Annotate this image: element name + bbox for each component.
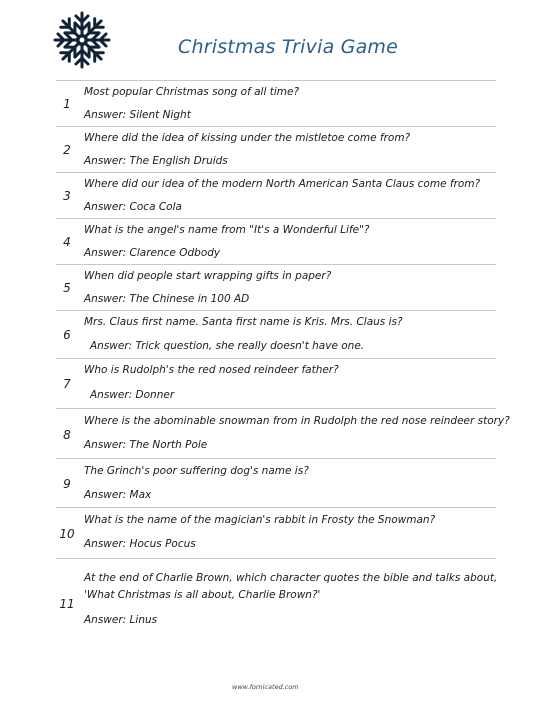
question-number: 4 [63, 235, 71, 249]
question-number: 5 [63, 281, 71, 295]
divider [56, 126, 496, 127]
question-text: Most popular Christmas song of all time? [84, 86, 300, 98]
answer-text: Answer: Hocus Pocus [84, 538, 196, 550]
answer-text: Answer: Trick question, she really doesn't have one. [90, 340, 365, 352]
answer-text: Answer: The English Druids [84, 155, 228, 167]
answer-text: Answer: Clarence Odbody [84, 247, 221, 259]
question-number: 8 [63, 428, 71, 442]
divider [56, 408, 496, 409]
question-text: Where did the idea of kissing under the mistletoe come from? [84, 132, 411, 144]
answer-text: Answer: Linus [84, 614, 158, 626]
divider [56, 218, 496, 219]
question-number: 3 [63, 189, 71, 203]
answer-text: Answer: Coca Cola [84, 201, 182, 213]
question-text: Where did our idea of the modern North American Santa Claus come from? [84, 178, 481, 190]
question-text: Who is Rudolph's the red nosed reindeer father? [84, 364, 339, 376]
footer-url[interactable]: www.fornicated.com [232, 683, 299, 691]
question-number: 1 [63, 97, 71, 111]
question-number: 9 [63, 477, 71, 491]
question-text: Mrs. Claus first name. Santa first name is Kris. Mrs. Claus is? [84, 316, 403, 328]
question-text: The Grinch's poor suffering dog's name is? [84, 465, 309, 477]
question-text: Where is the abominable snowman from in Rudolph the red nose reindeer story? [84, 415, 510, 427]
snowflake-icon [50, 8, 114, 72]
answer-text: Answer: Silent Night [84, 109, 191, 121]
question-number: 7 [63, 377, 71, 391]
question-text: What is the name of the magician's rabbit in Frosty the Snowman? [84, 514, 436, 526]
divider [56, 80, 496, 81]
page-title: Christmas Trivia Game [178, 36, 399, 58]
question-number: 10 [59, 527, 75, 541]
question-text: At the end of Charlie Brown, which character quotes the bible and talks about, 'What Christmas is all about, Charlie Brown?' [84, 572, 498, 601]
question-number: 2 [63, 143, 71, 157]
answer-text: Answer: The North Pole [84, 439, 208, 451]
divider [56, 264, 496, 265]
question-text: What is the angel's name from "It's a Wonderful Life"? [84, 224, 370, 236]
divider [56, 458, 496, 459]
divider [56, 310, 496, 311]
divider [56, 507, 496, 508]
question-number: 6 [63, 328, 71, 342]
question-number: 11 [59, 597, 75, 611]
question-text: When did people start wrapping gifts in paper? [84, 270, 332, 282]
divider [56, 358, 496, 359]
divider [56, 172, 496, 173]
answer-text: Answer: Donner [90, 389, 175, 401]
divider [56, 558, 496, 559]
answer-text: Answer: Max [84, 489, 152, 501]
answer-text: Answer: The Chinese in 100 AD [84, 293, 250, 305]
